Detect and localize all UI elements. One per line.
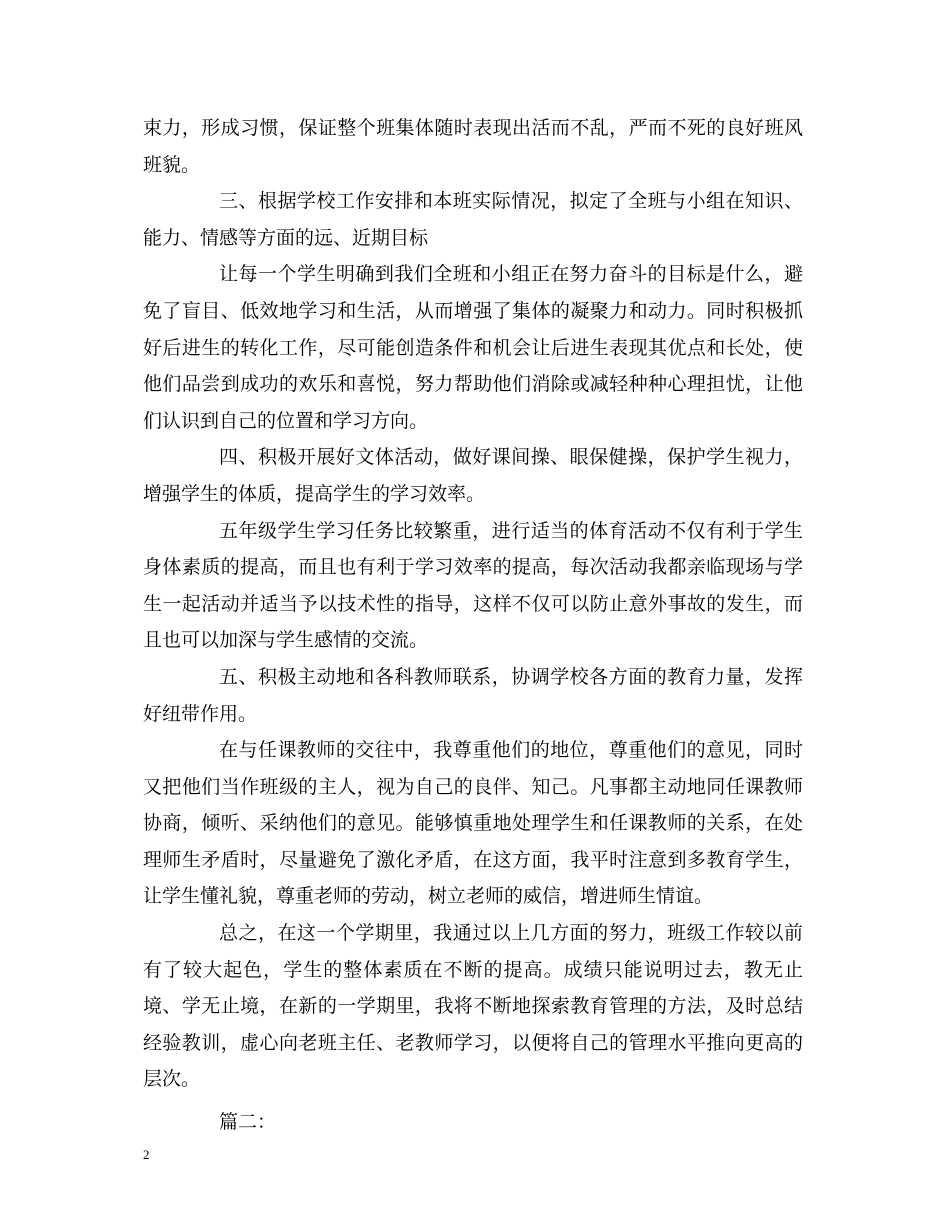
- document-body: [143, 110, 803, 1141]
- paragraph-goals: 让每一个学生明确到我们全班和小组正在努力奋斗的目标是什么，避免了盲目、低效地学习和生活，从而增强了集体的凝聚力和动力。同时积极抓好后进生的转化工作，尽可能创造条件和机会让后进生表现其优点和长处，使他们品尝到成功的欢乐和喜悦，努力帮助他们消除或减轻种种心理担忧，让他们认识到自己的位置和学习方向。: [143, 263, 803, 432]
- paragraph-summary: 总之，在这一个学期里，我通过以上几方面的努力，班级工作较以前有了较大起色，学生的整体素质在不断的提高。成绩只能说明过去，教无止境、学无止境，在新的一学期里，我将不断地探索教育管理的方法，及时总结经验教训，虚心向老班主任、老教师学习，以便将自己的管理水平推向更高的层次。: [143, 922, 803, 1091]
- paragraph-heading-five: 五、积极主动地和各科教师联系，协调学校各方面的教育力量，发挥好纽带作用。: [143, 665, 803, 725]
- paragraph-heading-three: 三、根据学校工作安排和本班实际情况，拟定了全班与小组在知识、能力、情感等方面的远、近期目标: [143, 190, 803, 249]
- paragraph-sports: 五年级学生学习任务比较繁重，进行适当的体育活动不仅有利于学生身体素质的提高，而且也有利于学习效率的提高，每次活动我都亲临现场与学生一起活动并适当予以技术性的指导，这样不仅可以防止意外事故的发生，而且也可以加深与学生感情的交流。: [143, 519, 803, 652]
- paragraph-part-two: 篇二：: [219, 1111, 277, 1134]
- paragraph-continuation: 束力，形成习惯，保证整个班集体随时表现出活而不乱，严而不死的良好班风班貌。: [143, 117, 803, 176]
- paragraph-teachers: 在与任课教师的交往中，我尊重他们的地位，尊重他们的意见，同时又把他们当作班级的主人，视为自己的良伴、知己。凡事都主动地同任课教师协商，倾听、采纳他们的意见。能够慎重地处理学生和任课教师的关系，在处理师生矛盾时，尽量避免了激化矛盾，在这方面，我平时注意到多教育学生，让学生懂礼貌，尊重老师的劳动，树立老师的威信，增进师生情谊。: [143, 739, 803, 908]
- paragraph-heading-four: 四、积极开展好文体活动，做好课间操、眼保健操，保护学生视力，增强学生的体质，提高学生的学习效率。: [143, 446, 803, 505]
- page-number: 2: [143, 1147, 150, 1162]
